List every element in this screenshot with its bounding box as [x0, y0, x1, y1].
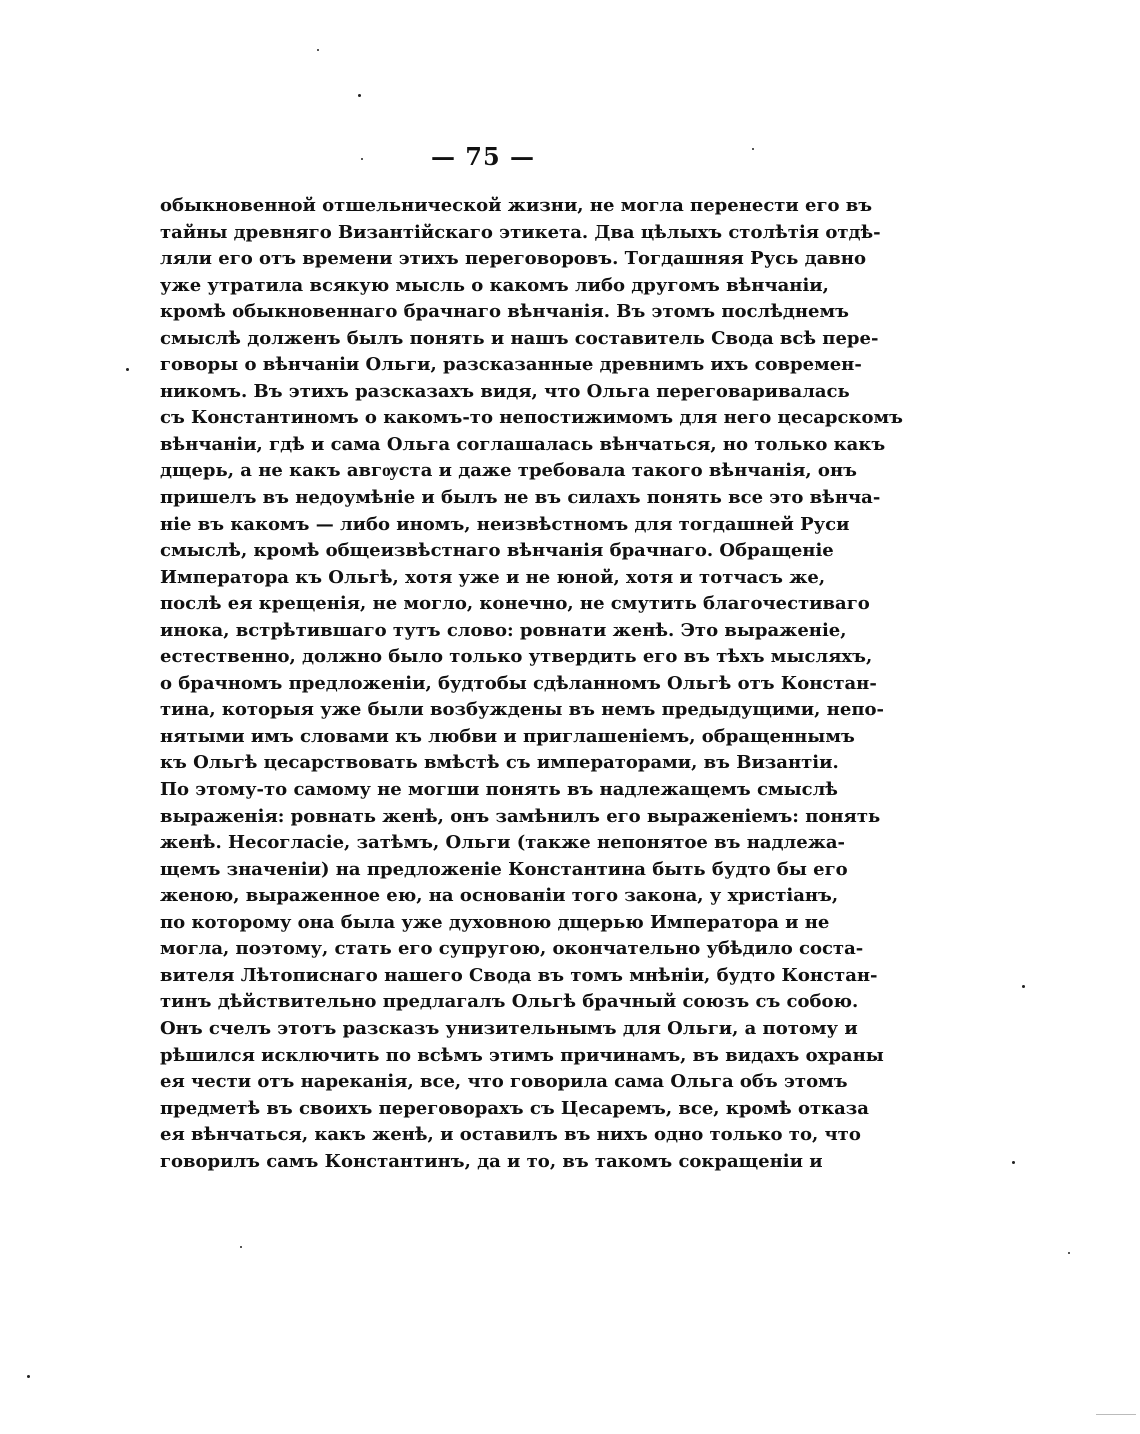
- page-number: — 75 —: [430, 142, 536, 171]
- text-line: ляли его отъ времени этихъ переговоровъ. Тогдашняя Русь давно: [160, 248, 866, 270]
- text-line: ея чести отъ нареканія, все, что говорила сама Ольга объ этомъ: [160, 1071, 848, 1093]
- scan-speck: [1096, 1414, 1136, 1415]
- text-line: естественно, должно было только утвердить его въ тѣхъ мысляхъ,: [160, 646, 873, 668]
- text-line: ніе въ какомъ — либо иномъ, неизвѣстномъ для тогдашней Руси: [160, 513, 850, 535]
- text-line: кромѣ обыкновеннаго брачнаго вѣнчанія. Въ этомъ послѣднемъ: [160, 301, 849, 323]
- text-line: никомъ. Въ этихъ разсказахъ видя, что Ольга переговаривалась: [160, 380, 850, 402]
- text-line: пришелъ въ недоумѣніе и былъ не въ силахъ понять все это вѣнча-: [160, 487, 881, 509]
- text-line: уже утратила всякую мысль о какомъ либо другомъ вѣнчаніи,: [160, 274, 829, 296]
- text-line: по которому она была уже духовною дщерью Императора и не: [160, 911, 830, 933]
- text-line: По этому-то самому не могши понять въ надлежащемъ смыслѣ: [160, 779, 838, 801]
- scan-speck: [1012, 1161, 1015, 1164]
- text-line: вителя Лѣтописнаго нашего Свода въ томъ мнѣніи, будто Констан-: [160, 964, 878, 986]
- text-line: дщерь, а не какъ авгѹста и даже требовала такого вѣнчанія, онъ: [160, 460, 857, 482]
- text-line: предметѣ въ своихъ переговорахъ съ Цесаремъ, все, кромѣ отказа: [160, 1097, 869, 1119]
- scan-speck: [361, 158, 363, 160]
- text-line: смыслѣ, кромѣ общеизвѣстнаго вѣнчанія брачнаго. Обращеніе: [160, 540, 834, 562]
- text-line: нятыми имъ словами къ любви и приглашеніемъ, обращеннымъ: [160, 725, 855, 747]
- text-line: инока, встрѣтившаго тутъ слово: ровнати женѣ. Это выраженіе,: [160, 619, 847, 641]
- text-line: ея вѣнчаться, какъ женѣ, и оставилъ въ нихъ одно только то, что: [160, 1124, 861, 1146]
- scan-speck: [240, 1246, 242, 1248]
- text-line: къ Ольгѣ цесарствовать вмѣстѣ съ императорами, въ Византіи.: [160, 752, 839, 774]
- text-line: тайны древняго Византійскаго этикета. Два цѣлыхъ столѣтія отдѣ-: [160, 221, 881, 243]
- text-line: смыслѣ долженъ былъ понять и нашъ составитель Свода всѣ пере-: [160, 327, 879, 349]
- text-line: тина, которыя уже были возбуждены въ немъ предыдущими, непо-: [160, 699, 884, 721]
- scan-speck: [1022, 985, 1025, 988]
- text-line: Императора къ Ольгѣ, хотя уже и не юной, хотя и тотчасъ же,: [160, 566, 826, 588]
- text-line: женою, выраженное ею, на основаніи того закона, у христіанъ,: [160, 885, 839, 907]
- text-line: говоры о вѣнчаніи Ольги, разсказанные древнимъ ихъ современ-: [160, 354, 862, 376]
- text-line: говорилъ самъ Константинъ, да и то, въ такомъ сокращеніи и: [160, 1150, 823, 1172]
- scan-speck: [126, 368, 129, 371]
- scan-speck: [27, 1375, 30, 1378]
- text-line: послѣ ея крещенія, не могло, конечно, не смутить благочестиваго: [160, 593, 870, 615]
- text-line: рѣшился исключить по всѣмъ этимъ причинамъ, въ видахъ охраны: [160, 1044, 884, 1066]
- text-line: могла, поэтому, стать его супругою, окончательно убѣдило соста-: [160, 938, 864, 960]
- scan-speck: [317, 49, 319, 51]
- text-line: выраженія: ровнать женѣ, онъ замѣнилъ его выраженіемъ: понять: [160, 805, 881, 827]
- text-line: о брачномъ предложеніи, будтобы сдѣланномъ Ольгѣ отъ Констан-: [160, 672, 877, 694]
- text-line: обыкновенной отшельнической жизни, не могла перенести его въ: [160, 195, 873, 216]
- text-line: женѣ. Несогласіе, затѣмъ, Ольги (также непонятое въ надлежа-: [160, 832, 846, 854]
- scan-speck: [1068, 1252, 1070, 1254]
- text-line: щемъ значеніи) на предложеніе Константина быть будто бы его: [160, 858, 848, 880]
- text-line: Онъ счелъ этотъ разсказъ унизительнымъ для Ольги, а потому и: [160, 1017, 858, 1039]
- scan-speck: [752, 148, 754, 150]
- scan-speck: [358, 94, 361, 97]
- text-line: вѣнчаніи, гдѣ и сама Ольга соглашалась вѣнчаться, но только какъ: [160, 433, 886, 455]
- text-line: тинъ дѣйствительно предлагалъ Ольгѣ брачный союзъ съ собою.: [160, 991, 859, 1013]
- text-line: съ Константиномъ о какомъ-то непостижимомъ для него цесарскомъ: [160, 407, 903, 429]
- body-text: [160, 193, 903, 1175]
